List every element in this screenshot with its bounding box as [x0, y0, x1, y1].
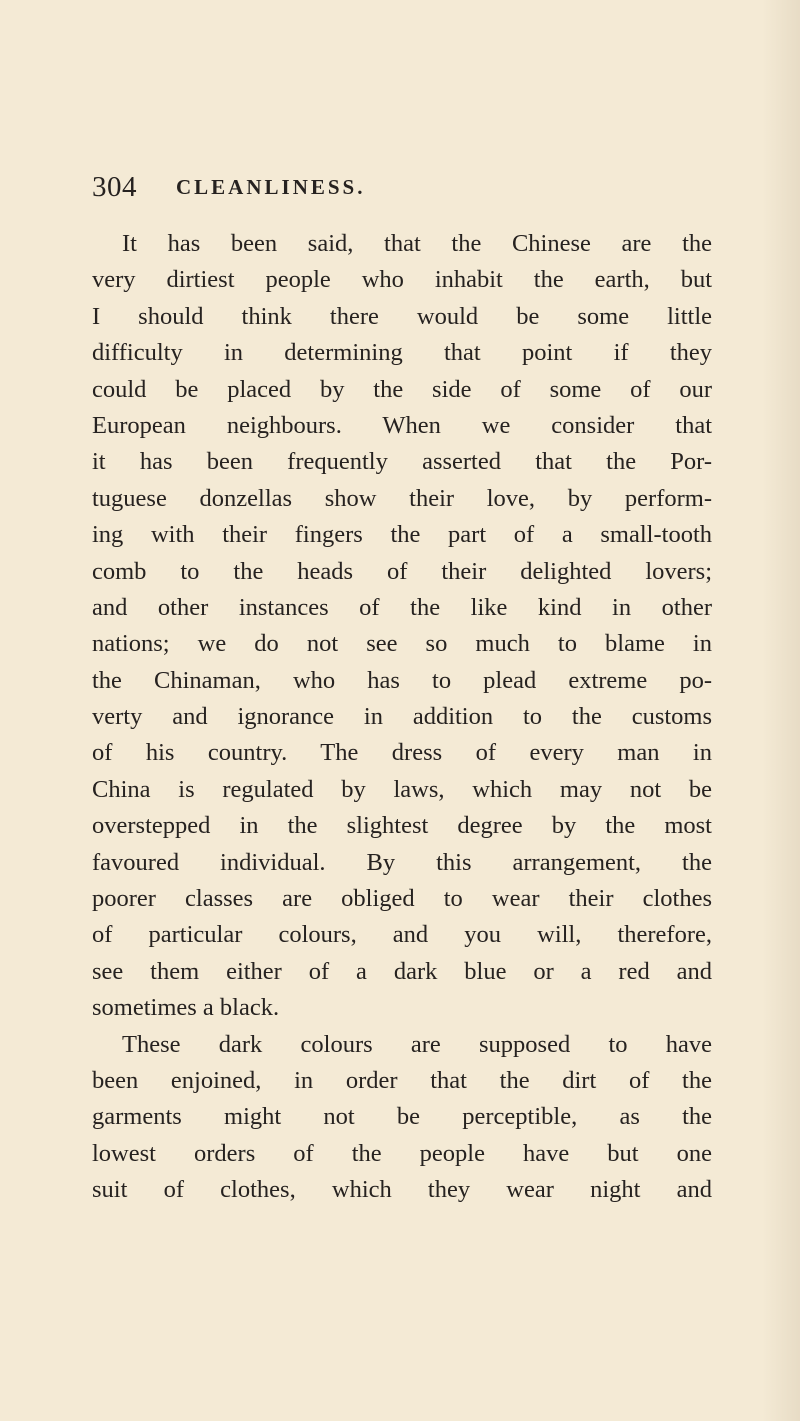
text-line: very dirtiest people who inhabit the earth, but: [92, 266, 712, 294]
text-line: China is regulated by laws, which may not be: [92, 775, 712, 803]
text-line: favoured individual. By this arrangement, the: [92, 848, 712, 876]
text-line: suit of clothes, which they wear night and: [92, 1176, 712, 1204]
text-line: nations; we do not see so much to blame in: [92, 630, 712, 658]
text-line: ing with their fingers the part of a small-tooth: [92, 521, 712, 549]
text-line: of his country. The dress of every man in: [92, 739, 712, 767]
text-line: of particular colours, and you will, therefore,: [92, 921, 712, 949]
text-line: and other instances of the like kind in other: [92, 593, 712, 621]
text-line: could be placed by the side of some of our: [92, 375, 712, 403]
text-line: European neighbours. When we consider that: [92, 411, 712, 439]
page-number: 304: [92, 171, 137, 203]
text-line: overstepped in the slightest degree by the most: [92, 812, 712, 840]
text-line: It has been said, that the Chinese are the: [122, 230, 712, 257]
text-line: tuguese donzellas show their love, by perform-: [92, 484, 712, 512]
text-line: comb to the heads of their delighted lovers;: [92, 557, 712, 585]
text-line: garments might not be perceptible, as the: [92, 1103, 712, 1131]
text-line: the Chinaman, who has to plead extreme po-: [92, 666, 712, 694]
text-line: difficulty in determining that point if they: [92, 339, 712, 367]
text-line: I should think there would be some little: [92, 302, 712, 330]
text-line: sometimes a black.: [92, 994, 280, 1022]
text-line: These dark colours are supposed to have: [122, 1030, 712, 1058]
page-edge-shadow: [762, 0, 800, 1421]
text-line: see them either of a dark blue or a red and: [92, 957, 712, 985]
text-line: verty and ignorance in addition to the customs: [92, 703, 712, 731]
text-line: poorer classes are obliged to wear their clothes: [92, 885, 712, 913]
text-line: been enjoined, in order that the dirt of the: [92, 1066, 712, 1094]
running-title: CLEANLINESS.: [176, 175, 366, 199]
body-text: [92, 226, 712, 1209]
text-line: it has been frequently asserted that the Por-: [92, 448, 712, 476]
running-head: [92, 170, 712, 206]
text-line: lowest orders of the people have but one: [92, 1139, 712, 1167]
